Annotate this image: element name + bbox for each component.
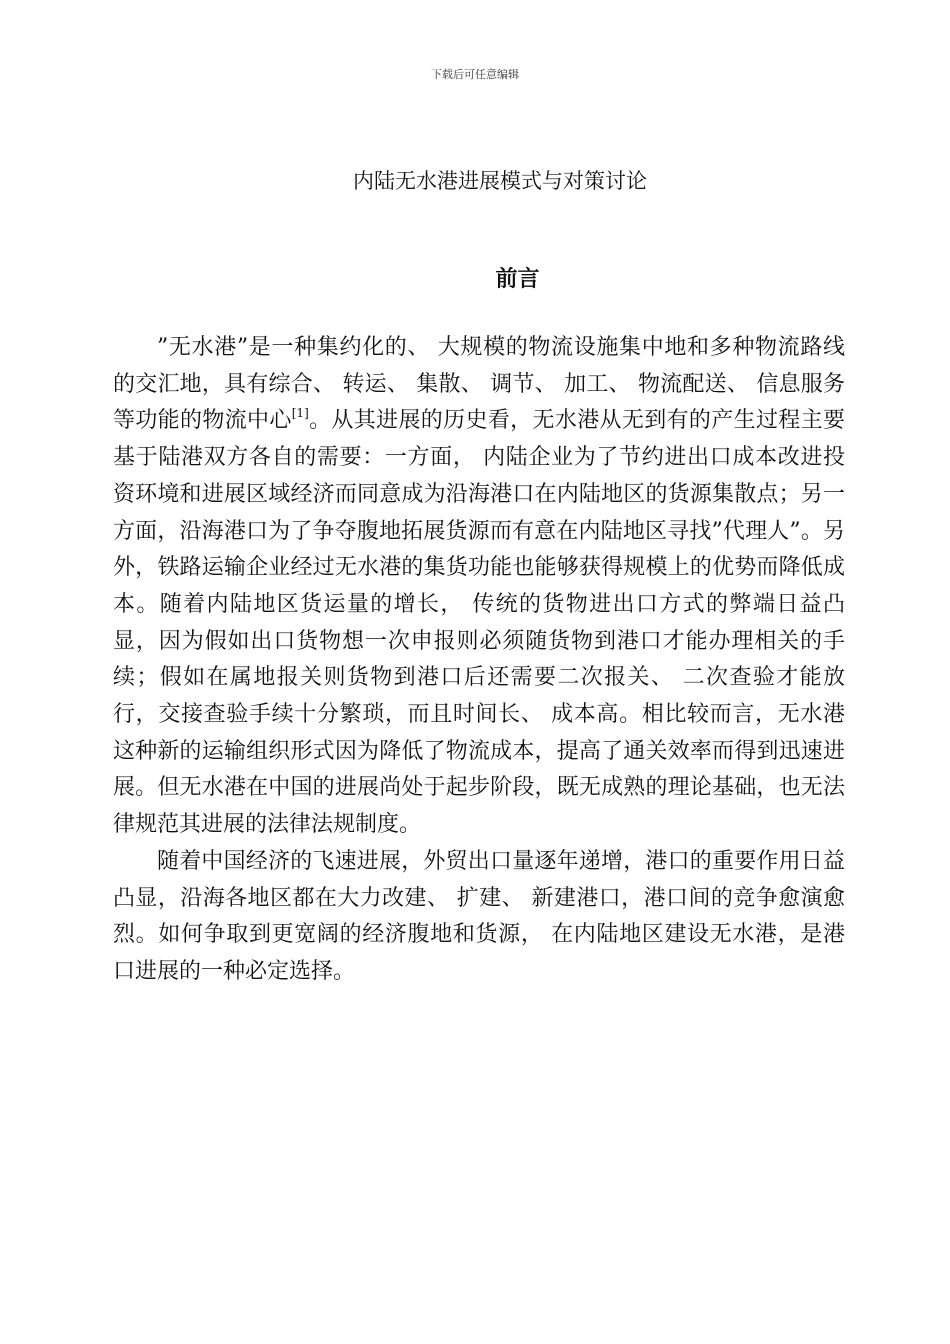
paragraph-1 bbox=[113, 330, 845, 844]
section-heading: 前言 bbox=[495, 266, 540, 292]
document-title: 内陆无水港进展模式与对策讨论 bbox=[353, 169, 647, 193]
citation-marker[interactable]: [1] bbox=[291, 406, 309, 421]
paragraph-1-text-a: ”无水港”是一种集约化的、 大规模的物流设施集中地和多种物流路线的交汇地，具有综合、 转运、 集散、 调节、 加工、 物流配送、 信息服务等功能的物流中心 bbox=[113, 335, 845, 434]
header-note: 下载后可任意编辑 bbox=[431, 68, 519, 81]
body-text bbox=[113, 330, 845, 991]
paragraph-1-text-b: 。从其进展的历史看，无水港从无到有的产生过程主要基于陆港双方各自的需要：一方面， 内陆企业为了节约进出口成本改进投资环境和进展区域经济而同意成为沿海港口在内陆地区的货源集散点；另一方面，沿海港口为了争夺腹地拓展货源而有意在内陆地区寻找”代理人”。另外，铁路运输企业经过无水港的集货功能也能够获得规模上的优势而降低成本。随着内陆地区货运量的增长， 传统的货物进出口方式的弊端日益凸显，因为假如出口货物想一次申报则必须随货物到港口才能办理相关的手续；假如在属地报关则货物到港口后还需要二次报关、 二次查验才能放行，交接查验手续十分繁琐，而且时间长、 成本高。相比较而言，无水港这种新的运输组织形式因为降低了物流成本，提高了通关效率而得到迅速进展。但无水港在中国的进展尚处于起步阶段，既无成熟的理论基础，也无法律规范其进展的法律法规制度。 bbox=[113, 408, 845, 838]
paragraph-2: 随着中国经济的飞速进展，外贸出口量逐年递增，港口的重要作用日益凸显，沿海各地区都在大力改建、 扩建、 新建港口，港口间的竞争愈演愈烈。如何争取到更宽阔的经济腹地和货源， 在内陆地区建设无水港，是港口进展的一种必定选择。 bbox=[113, 848, 845, 984]
